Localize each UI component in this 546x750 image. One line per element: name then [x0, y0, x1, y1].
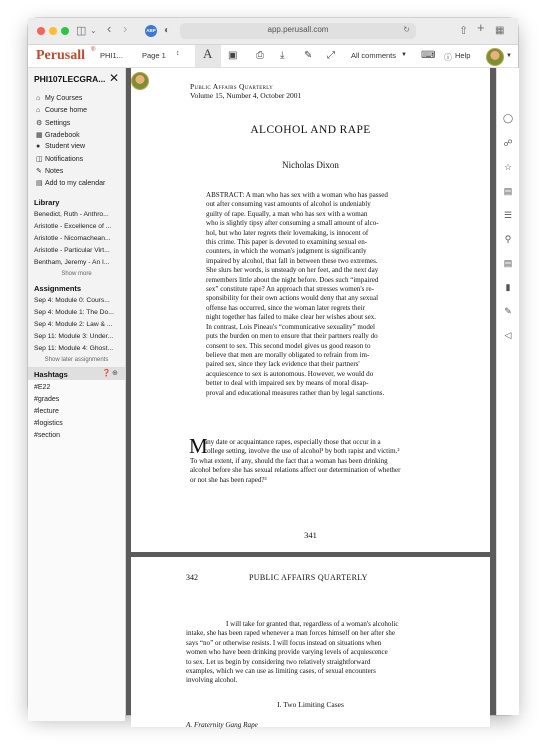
nav-calendar[interactable] — [36, 179, 105, 187]
nav-label: Notifications — [45, 156, 84, 163]
sidebar-toggle-icon[interactable]: ◫ — [76, 25, 87, 37]
page-number: 342 — [186, 573, 198, 582]
assignment-item[interactable]: Sep 4: Module 0: Cours... — [34, 297, 110, 304]
chevron-down-icon[interactable]: ▼ — [401, 52, 407, 58]
gear-icon: ⚙ — [36, 120, 43, 127]
list-icon[interactable]: ☰ — [503, 210, 513, 220]
assignment-item[interactable]: Sep 4: Module 1: The Do... — [34, 309, 114, 316]
download-icon[interactable]: ⤓ — [280, 50, 285, 61]
inbox-icon[interactable]: ▤ — [503, 258, 513, 268]
library-item[interactable]: Aristotle - Nicomachean... — [34, 235, 111, 242]
calendar-icon: ▤ — [36, 180, 43, 187]
document-icon[interactable]: ▤ — [503, 186, 513, 196]
zoom-window-button[interactable] — [61, 27, 69, 35]
library-item[interactable]: Bentham, Jeremy - An I... — [34, 259, 110, 266]
nav-label: My Courses — [45, 95, 83, 102]
drop-cap: M — [189, 434, 208, 458]
notification-icon: ◫ — [36, 156, 43, 163]
abstract-line: paired sex, since they lack evidence that their partners' — [206, 360, 360, 369]
nav-label: Add to my calendar — [45, 180, 106, 187]
address-bar[interactable] — [180, 23, 416, 39]
chevron-down-icon[interactable]: ▼ — [506, 53, 512, 59]
article-title: ALCOHOL AND RAPE — [250, 124, 371, 136]
abstract-line: acquiescence to sex is autonomous. However, we would do — [206, 369, 374, 378]
nav-my-courses[interactable] — [36, 95, 82, 102]
abstract-line: out after consuming vast amounts of alcohol is undeniably — [206, 200, 371, 209]
hashtag-item[interactable]: #logistics — [34, 420, 63, 427]
document-page-341[interactable] — [131, 68, 490, 552]
share-icon[interactable]: ⇧ — [459, 25, 469, 37]
nav-notifications[interactable] — [36, 155, 83, 163]
image-view-icon[interactable]: ▣ — [228, 50, 238, 61]
body-line: to sex. Let us begin by considering two relatively straightforward — [186, 657, 371, 666]
nav-course-home[interactable] — [36, 107, 87, 114]
help-icon[interactable]: ❓ — [102, 370, 111, 377]
fullscreen-icon[interactable]: ⤢ — [327, 50, 335, 61]
registered-mark: ® — [91, 47, 96, 53]
body-paragraph — [186, 620, 441, 686]
volume-line: Volume 15, Number 4, October 2001 — [190, 91, 302, 100]
abstract-line: counters, in which the woman's judgment is significantly — [206, 247, 367, 256]
abstract-line: night together has failed to make clear her wishes about sex. — [206, 313, 377, 322]
hashtag-item[interactable]: #E22 — [34, 384, 51, 391]
abstract-line: proval and educational measures rather than by legal sanctions. — [206, 388, 385, 397]
back-button[interactable]: ‹ — [107, 21, 112, 36]
print-icon[interactable]: ⎙ — [256, 50, 264, 61]
body-line: examples, which we can use as limiting cases, of sexual encounters — [186, 667, 376, 676]
abstract-line: consent to sex. This second model gives us good reason to — [206, 341, 371, 350]
gradebook-icon: ▦ — [36, 132, 43, 139]
abstract-line: She slurs her words, is unsteady on her feet, and the next day — [206, 266, 379, 275]
assignment-item[interactable]: Sep 11: Module 3: Under... — [34, 333, 114, 340]
page-selector[interactable]: Page 1 — [142, 51, 166, 60]
library-item[interactable]: Aristotle - Excellence of ... — [34, 223, 112, 230]
nav-student-view[interactable] — [36, 143, 85, 150]
star-icon[interactable]: ☆ — [503, 162, 513, 172]
megaphone-icon[interactable]: ◁ — [504, 330, 512, 340]
abstract-line: puts the burden on men to ensure that their partners really do — [206, 332, 378, 341]
nav-settings[interactable] — [36, 119, 70, 127]
nav-label: Settings — [45, 120, 71, 127]
section-heading: I. Two Limiting Cases — [277, 700, 344, 709]
show-more-library[interactable]: Show more — [61, 271, 92, 277]
bookmark-icon[interactable]: ▮ — [505, 282, 511, 292]
hashtags-heading: Hashtags — [34, 370, 68, 379]
intro-line: or not she has been raped?³ — [190, 475, 267, 484]
nav-label: Course home — [45, 107, 88, 114]
document-page-342[interactable] — [131, 557, 490, 727]
right-toolbar — [496, 68, 519, 715]
privacy-shield-icon[interactable]: ◐ — [164, 25, 171, 36]
hashtags-header — [28, 368, 125, 380]
show-later-assignments[interactable]: Show later assignments — [44, 357, 109, 363]
nav-label: Student view — [45, 143, 86, 150]
abstract — [206, 191, 428, 398]
nav-label: Gradebook — [45, 132, 80, 139]
running-head: PUBLIC AFFAIRS QUARTERLY — [249, 573, 368, 582]
abstract-line: offense has occurred, since the woman later regrets their — [206, 303, 365, 312]
abstract-line: sex” constitute rape? An approach that stresses women's re- — [206, 285, 374, 294]
reload-icon[interactable]: ↻ — [403, 25, 410, 34]
comment-icon[interactable]: ◯ — [502, 113, 514, 123]
chevron-down-icon[interactable]: ⌄ — [90, 26, 97, 35]
conversations-icon[interactable]: ☍ — [503, 138, 513, 148]
minimize-window-button[interactable] — [49, 27, 57, 35]
perusall-logo[interactable]: Perusall — [36, 48, 85, 63]
library-item[interactable]: Benedict, Ruth - Anthro... — [34, 211, 109, 218]
intro-line: any date or acquaintance rapes, especially those that occur in a — [204, 438, 381, 446]
user-avatar[interactable] — [131, 72, 149, 90]
user-avatar[interactable] — [486, 48, 504, 66]
abstract-line: sponsibility for their own actions would deny that any sexual — [206, 294, 379, 303]
abstract-line: believe that men are morally obligated to refrain from im- — [206, 350, 370, 359]
course-sidebar — [28, 68, 126, 715]
abstract-line: hol, but who later regrets their lovemaking, is innocent of — [206, 228, 369, 237]
help-icon[interactable]: ⓘ — [444, 53, 452, 62]
intro-line: To what extent, if any, should the fact that a woman has been drinking — [190, 456, 388, 465]
assignment-item[interactable]: Sep 11: Module 4: Ghost... — [34, 345, 114, 352]
forward-button[interactable]: › — [123, 21, 128, 36]
close-icon[interactable]: ✕ — [109, 71, 120, 85]
adblock-extension-icon[interactable]: ABP — [145, 25, 157, 37]
text-view-icon[interactable]: A — [203, 46, 213, 61]
browser-toolbar — [28, 18, 518, 45]
pencil-icon: ✎ — [36, 168, 42, 175]
nav-notes[interactable] — [36, 167, 63, 175]
new-tab-icon[interactable]: + — [477, 20, 485, 35]
page-number: 341 — [304, 530, 317, 540]
url-text: app.perusall.com — [267, 25, 329, 34]
author-name: Nicholas Dixon — [282, 160, 339, 170]
intro-line: college setting, involve the use of alcohol¹ by both rapist and victim.² — [204, 447, 400, 456]
hashtags-panel — [28, 367, 125, 721]
journal-name: Public Affairs Quarterly — [190, 82, 273, 91]
home-icon: ⌂ — [36, 95, 41, 102]
intro-paragraph — [189, 434, 440, 485]
app-header — [28, 45, 518, 68]
abstract-line: better to deal with impaired sex by means of moral disap- — [206, 379, 369, 388]
abstract-line: In contrast, Lois Pineau's “communicative sexuality” model — [206, 322, 375, 331]
tab-overview-icon[interactable]: ▦ — [495, 25, 505, 36]
add-icon[interactable]: ⊕ — [112, 370, 118, 377]
search-icon[interactable]: ⚲ — [504, 234, 512, 244]
abstract-line: guilty of rape. Equally, a man who has sex with a woman — [206, 209, 368, 218]
abstract-line: remembers little about the night before. Does such “impaired — [206, 275, 379, 284]
assignments-heading: Assignments — [34, 284, 82, 293]
comments-filter[interactable]: All comments — [351, 51, 397, 60]
body-line: I will take for granted that, regardless of a woman's alcoholic — [226, 620, 399, 628]
hashtag-item[interactable]: #lecture — [34, 408, 59, 415]
intro-line: alcohol before she has sexual relations affect our determination of whether — [190, 466, 401, 475]
keyboard-icon[interactable]: ⌨ — [421, 50, 436, 61]
abstract-line: ABSTRACT: A man who has sex with a woman who has passed — [206, 191, 388, 199]
document-viewer[interactable] — [126, 68, 496, 729]
browser-window — [28, 18, 518, 729]
library-heading: Library — [34, 198, 60, 207]
user-icon: ● — [36, 143, 41, 150]
body-line: women who have been drinking provide varying levels of acquiescence — [186, 648, 388, 657]
help-link[interactable]: Help — [455, 51, 471, 60]
nav-gradebook[interactable] — [36, 131, 80, 139]
page-stepper-icon[interactable]: ↕ — [176, 50, 180, 57]
assignment-item[interactable]: Sep 4: Module 2: Law & ... — [34, 321, 113, 328]
highlight-comment-icon[interactable]: ✎ — [304, 50, 313, 61]
pencil-icon[interactable]: ✎ — [504, 306, 512, 316]
hashtag-item[interactable]: #grades — [34, 396, 60, 403]
body-line: says “no” or otherwise resists. I will focus instead on situations when — [186, 638, 382, 647]
subsection-heading: A. Fraternity Gang Rape — [186, 721, 258, 729]
abstract-line: impaired by alcohol, that fall in between these two extremes. — [206, 256, 378, 265]
abstract-line: who is slightly tipsy after consuming a small amount of alco- — [206, 219, 379, 228]
body-line: intake, she has been raped whenever a man forces himself on her after she — [186, 629, 395, 638]
nav-label: Notes — [45, 168, 64, 175]
abstract-line: this crime. This paper is devoted to examining sexual en- — [206, 238, 368, 247]
breadcrumb[interactable]: PHI1... — [100, 51, 123, 60]
home-icon: ⌂ — [36, 107, 41, 114]
close-window-button[interactable] — [37, 27, 45, 35]
body-line: involving alcohol. — [186, 676, 238, 685]
library-item[interactable]: Aristotle - Particular Virt... — [34, 247, 110, 254]
hashtag-item[interactable]: #section — [34, 432, 61, 439]
course-title[interactable]: PHI107LECGRA... — [34, 74, 106, 84]
